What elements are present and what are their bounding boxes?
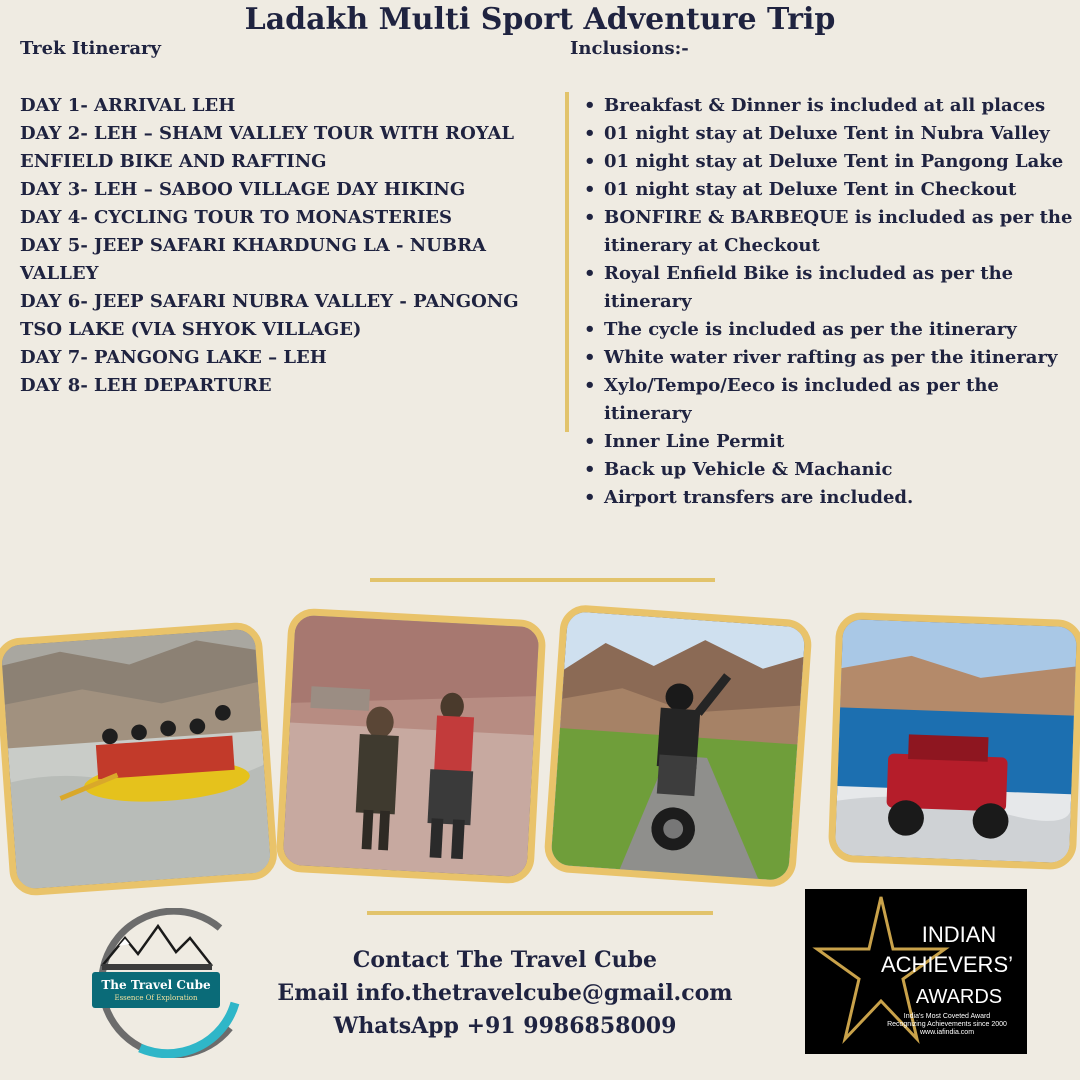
motorbike-photo bbox=[543, 604, 813, 889]
inclusions-list bbox=[584, 92, 1074, 512]
contact-email: Email info.thetravelcube@gmail.com bbox=[277, 980, 733, 1006]
award-small-text: India's Most Coveted Award bbox=[903, 1013, 991, 1020]
itinerary-day: DAY 5- JEEP SAFARI KHARDUNG LA - NUBRA VALLEY bbox=[20, 235, 487, 284]
indian-achievers-award-badge bbox=[805, 889, 1027, 1054]
page-title: Ladakh Multi Sport Adventure Trip bbox=[244, 2, 836, 37]
inclusion-item: • 01 night stay at Deluxe Tent in Pangong Lake bbox=[584, 148, 1074, 176]
jeep-safari-photo bbox=[828, 612, 1080, 871]
inclusion-item: • 01 night stay at Deluxe Tent in Nubra Valley bbox=[584, 120, 1074, 148]
award-small-text: Recognizing Achievements since 2000 bbox=[887, 1021, 1007, 1028]
contact-block bbox=[250, 944, 760, 1043]
inclusion-item: • White water river rafting as per the itinerary bbox=[584, 344, 1074, 372]
inclusion-item: • Breakfast & Dinner is included at all places bbox=[584, 92, 1074, 120]
itinerary-day: DAY 3- LEH – SABOO VILLAGE DAY HIKING bbox=[20, 179, 466, 200]
itinerary-day: DAY 4- CYCLING TOUR TO MONASTERIES bbox=[20, 207, 452, 228]
horizontal-divider bbox=[367, 911, 713, 915]
itinerary-day: DAY 1- ARRIVAL LEH bbox=[20, 95, 236, 116]
inclusion-item: • Back up Vehicle & Machanic bbox=[584, 456, 1074, 484]
trekking-photo bbox=[275, 607, 546, 884]
itinerary-list bbox=[20, 92, 560, 400]
inclusion-item: • BONFIRE & BARBEQUE is included as per the itinerary at Checkout bbox=[584, 204, 1074, 260]
inclusion-item: • Royal Enfield Bike is included as per the itinerary bbox=[584, 260, 1074, 316]
river-rafting-photo bbox=[0, 621, 279, 897]
logo-name: The Travel Cube bbox=[101, 978, 211, 992]
inclusion-item: • Xylo/Tempo/Eeco is included as per the itinerary bbox=[584, 372, 1074, 428]
inclusions-heading: Inclusions:- bbox=[570, 38, 689, 59]
inclusion-item: • Airport transfers are included. bbox=[584, 484, 1074, 512]
contact-whatsapp: WhatsApp +91 9986858009 bbox=[333, 1013, 677, 1039]
travel-cube-logo bbox=[80, 908, 240, 1058]
award-line: ACHIEVERS’ bbox=[880, 952, 1014, 977]
award-line: INDIAN bbox=[921, 922, 997, 947]
logo-tagline: Essence Of Exploration bbox=[114, 994, 198, 1002]
horizontal-divider bbox=[370, 578, 715, 582]
inclusion-item: • Inner Line Permit bbox=[584, 428, 1074, 456]
award-small-text: www.iafindia.com bbox=[919, 1029, 975, 1036]
itinerary-day: DAY 2- LEH – SHAM VALLEY TOUR WITH ROYAL ENFIELD BIKE AND RAFTING bbox=[20, 123, 515, 172]
vertical-divider bbox=[565, 92, 569, 432]
contact-heading: Contact The Travel Cube bbox=[352, 947, 658, 973]
inclusion-item: • 01 night stay at Deluxe Tent in Checkout bbox=[584, 176, 1074, 204]
itinerary-day: DAY 7- PANGONG LAKE – LEH bbox=[20, 347, 327, 368]
itinerary-heading: Trek Itinerary bbox=[20, 38, 161, 59]
itinerary-day: DAY 8- LEH DEPARTURE bbox=[20, 375, 272, 396]
inclusion-item: • The cycle is included as per the itinerary bbox=[584, 316, 1074, 344]
itinerary-day: DAY 6- JEEP SAFARI NUBRA VALLEY - PANGONG TSO LAKE (VIA SHYOK VILLAGE) bbox=[20, 291, 519, 340]
award-line: AWARDS bbox=[915, 986, 1003, 1008]
